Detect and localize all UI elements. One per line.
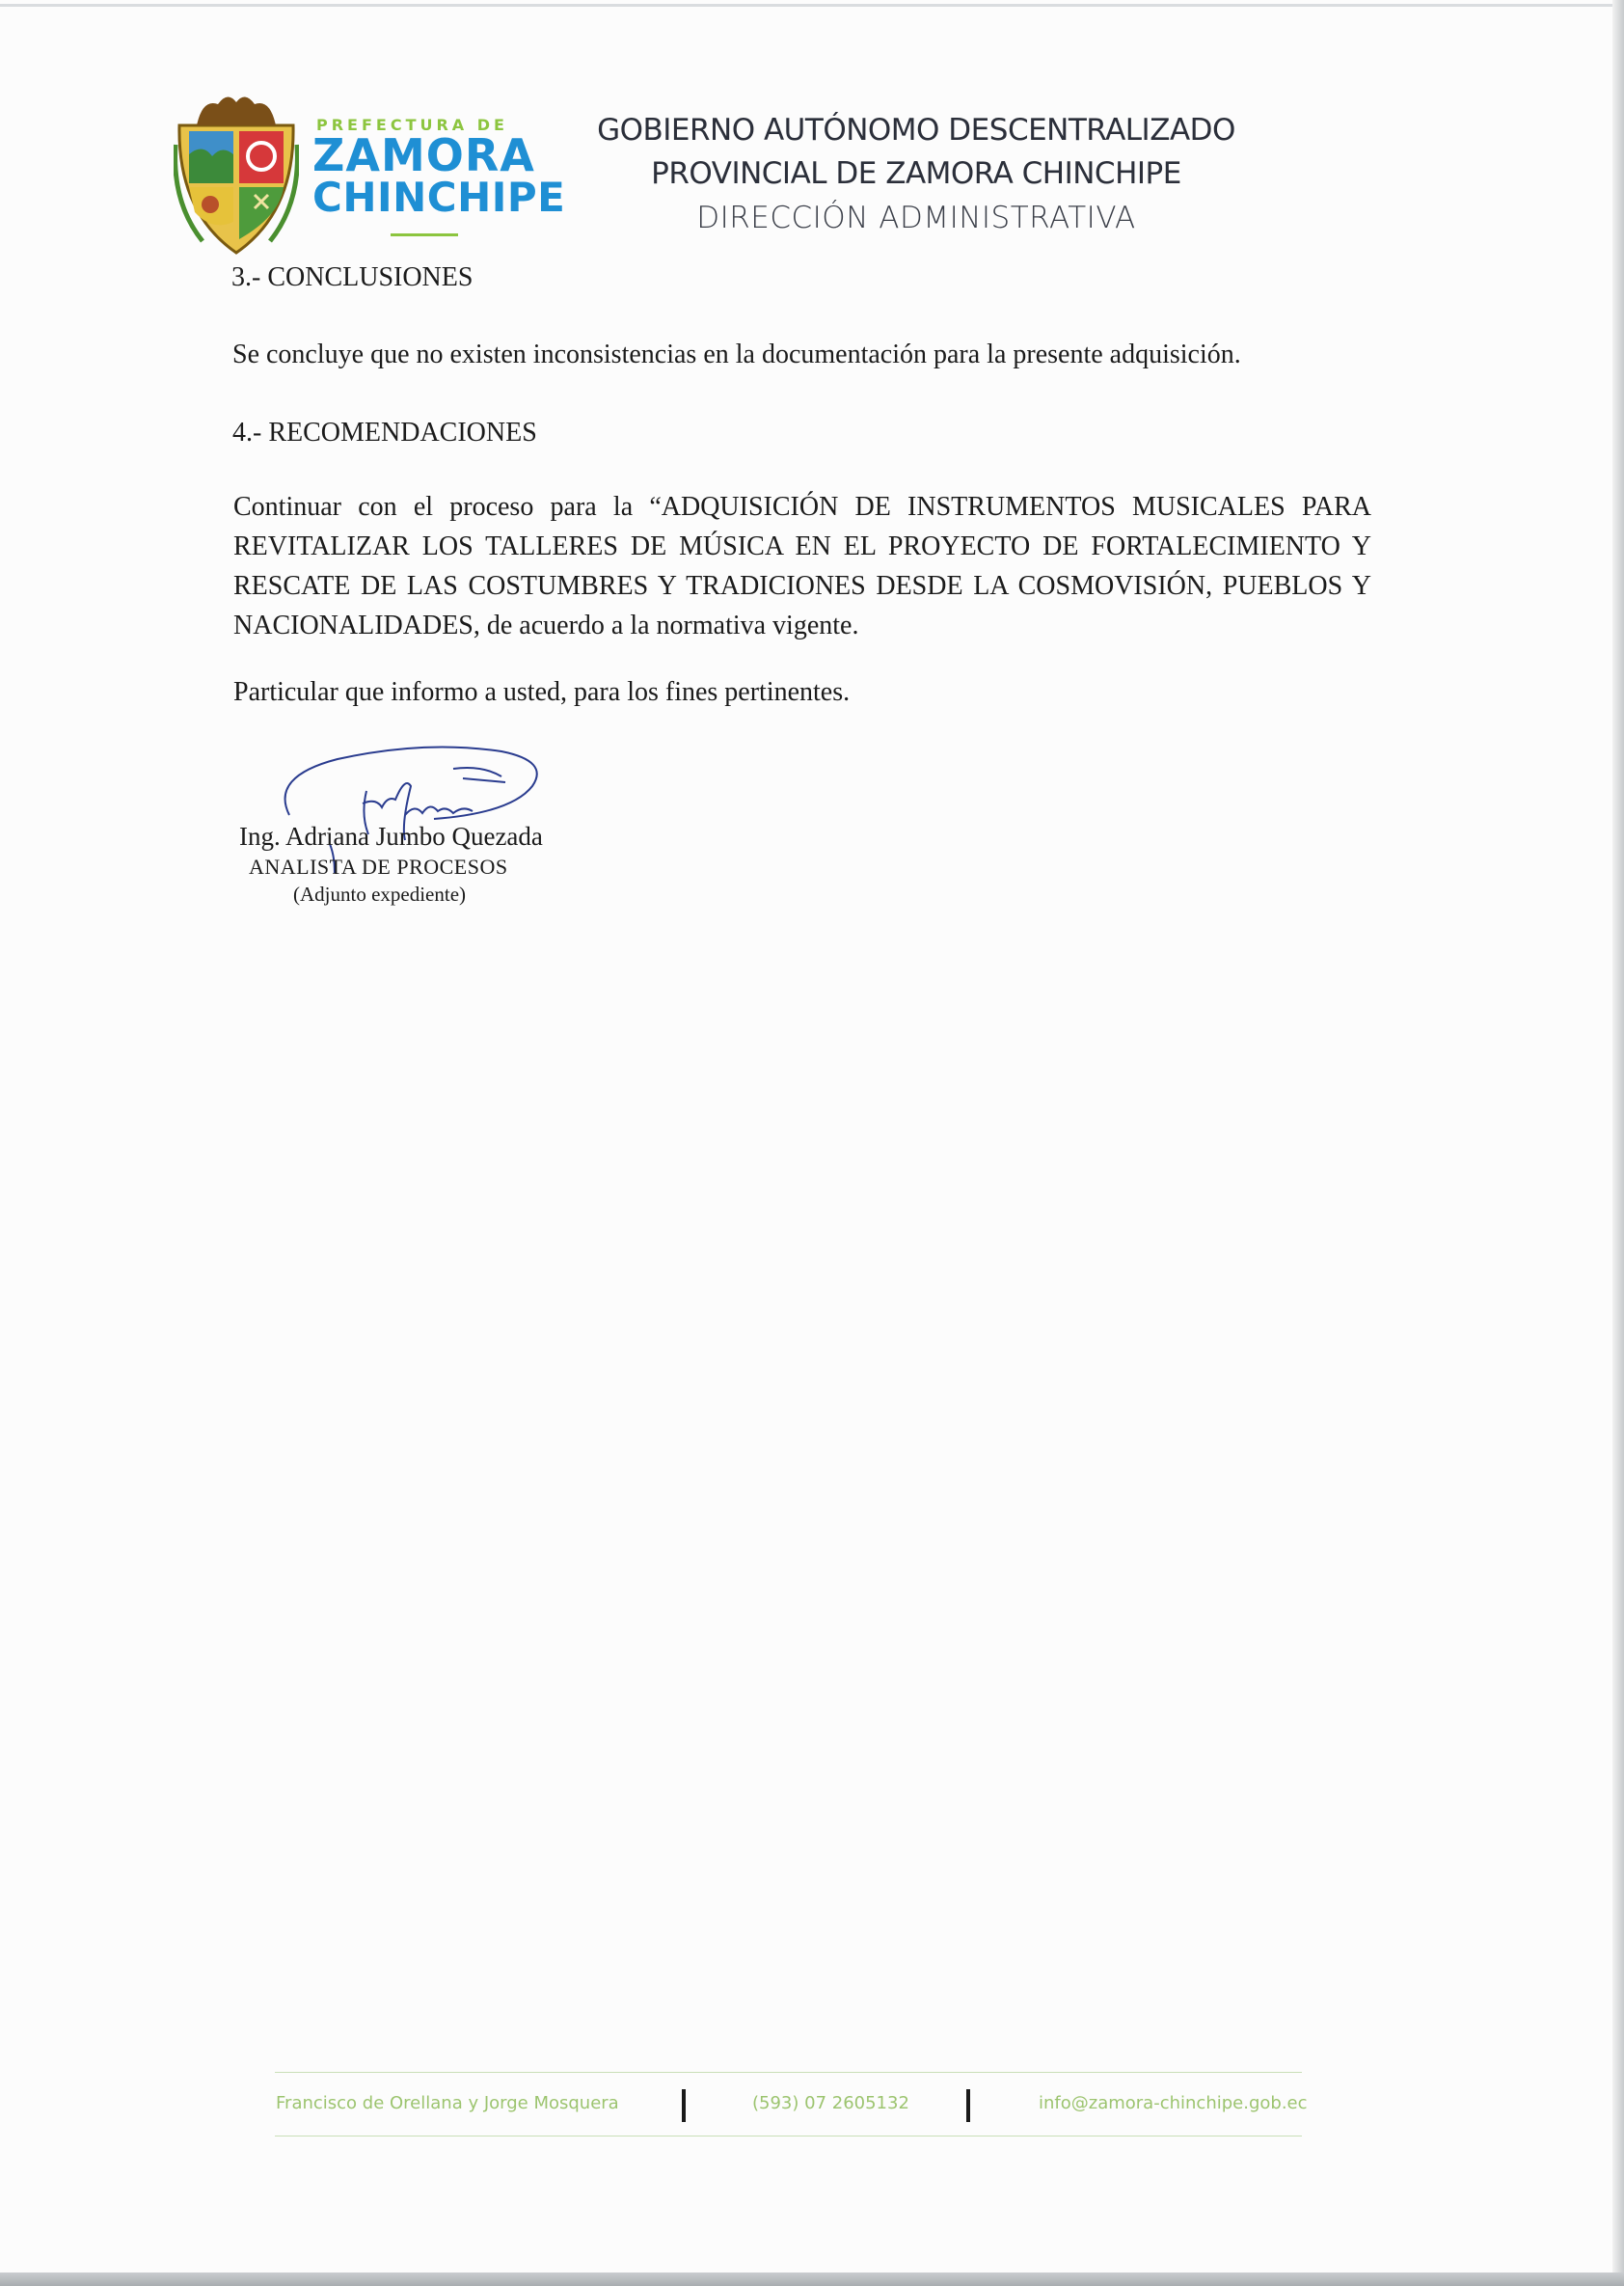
- scan-right-edge: [1612, 0, 1624, 2272]
- footer-top-rule: [275, 2072, 1302, 2073]
- conclusions-text: Se concluye que no existen inconsistencias en la documentación para la presente adquisición.: [232, 340, 1241, 369]
- closing-text: Particular que informo a usted, para los fines pertinentes.: [233, 677, 851, 707]
- footer-separator: [682, 2089, 686, 2122]
- attachment-note: (Adjunto expediente): [293, 883, 467, 906]
- signer-role: ANALISTA DE PROCESOS: [249, 855, 508, 879]
- institution-header: [579, 108, 1254, 241]
- footer-phone: (593) 07 2605132: [752, 2093, 909, 2113]
- footer-separator: [966, 2089, 970, 2122]
- logo-line-2: CHINCHIPE: [312, 174, 566, 221]
- footer-email: info@zamora-chinchipe.gob.ec: [1039, 2093, 1308, 2113]
- prefecture-logo: [174, 87, 566, 280]
- scan-top-line: [0, 4, 1624, 7]
- conclusions-heading: 3.- CONCLUSIONES: [231, 262, 474, 292]
- logo-prefix: PREFECTURA DE: [316, 116, 508, 134]
- institution-line-1: GOBIERNO AUTÓNOMO DESCENTRALIZADO: [597, 113, 1235, 148]
- coat-of-arms-icon: [174, 87, 299, 260]
- institution-line-2: PROVINCIAL DE ZAMORA CHINCHIPE: [651, 156, 1181, 191]
- handwritten-signature: [260, 738, 569, 873]
- institution-line-3: DIRECCIÓN ADMINISTRATIVA: [696, 201, 1136, 235]
- recommendations-text: Continuar con el proceso para la “ADQUISICIÓN DE INSTRUMENTOS MUSICALES PARA REVITALIZAR LOS TALLERES DE MÚSICA EN EL PROYECTO DE FORTALECIMIENTO Y RESCATE DE LAS COSTUMBRES Y TRADICIONES DESDE LA COSMOVISIÓN, PUEBLOS Y NACIONALIDADES, de acuerdo a la normativa vigente.: [233, 492, 1371, 640]
- scan-bottom-edge: [0, 2272, 1624, 2286]
- logo-line-1: ZAMORA: [312, 129, 535, 181]
- signer-name: Ing. Adriana Jumbo Quezada: [239, 822, 543, 851]
- logo-underline: [391, 233, 458, 236]
- recommendations-heading: 4.- RECOMENDACIONES: [232, 418, 537, 448]
- footer-address: Francisco de Orellana y Jorge Mosquera: [276, 2093, 619, 2113]
